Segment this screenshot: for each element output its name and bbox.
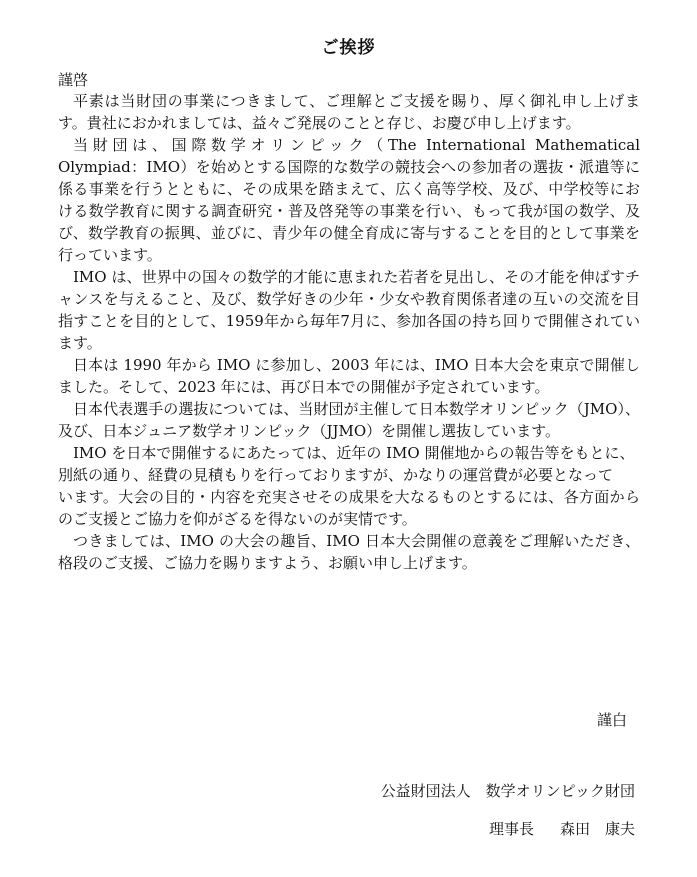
letter-body <box>58 90 640 574</box>
salutation: 謹啓 <box>58 71 89 89</box>
paragraph-foundation-purpose: 当財団は、国際数学オリンピック（The International Mathematical Olympiad：IMO）を始めとする国際的な数学の競技会への参加者の選抜・派遣等に係る事業を行うとともに、その成果を踏まえて、広く高等学校、及び、中学校等における数学教育に関する調査研究・普及啓発等の事業を行い、もって我が国の数学、及び、数学教育の振興、並びに、青少年の健全育成に寄与することを目的として事業を行っています。 <box>58 136 640 264</box>
paragraph-funding: IMO を日本で開催するにあたっては、近年の IMO 開催地からの報告等をもとに、 別紙の通り、経費の見積もりを行っておりますが、かなりの運営費が必要となって います。大会の目的・内容を充実させその成果を大なるものとするには、各方面からのご支援とご協力を仰がざるを得ないのが実情です。 <box>58 444 640 528</box>
paragraph-request: つきましては、IMO の大会の趣旨、IMO 日本大会開催の意義をご理解いただき、格段のご支援、ご協力を賜りますよう、お願い申し上げます。 <box>58 532 640 572</box>
representative-position: 理事長 <box>488 820 534 838</box>
paragraph-selection: 日本代表選手の選抜については、当財団が主催して日本数学オリンピック（JMO）、及び、日本ジュニア数学オリンピック（JJMO）を開催し選抜しています。 <box>58 400 640 440</box>
page-title: ご挨拶 <box>321 38 376 58</box>
representative-name: 森田 康夫 <box>559 820 635 838</box>
paragraph-greeting: 平素は当財団の事業につきまして、ご理解とご支援を賜り、厚く御礼申し上げます。貴社におかれましては、益々ご発展のことと存じ、お慶び申し上げます。 <box>58 92 640 132</box>
organization-name: 公益財団法人 数学オリンピック財団 <box>380 782 635 800</box>
representative <box>489 818 635 840</box>
closing: 謹白 <box>596 711 627 729</box>
paragraph-japan-history: 日本は 1990 年から IMO に参加し、2003 年には、IMO 日本大会を東京で開催しました。そして、2023 年には、再び日本での開催が予定されています。 <box>58 356 640 396</box>
paragraph-imo-overview: IMO は、世界中の国々の数学的才能に恵まれた若者を見出し、その才能を伸ばすチャンスを与えること、及び、数学好きの少年・少女や教育関係者達の互いの交流を目指すことを目的として、1959年から毎年7月に、参加各国の持ち回りで開催されています。 <box>58 268 640 352</box>
